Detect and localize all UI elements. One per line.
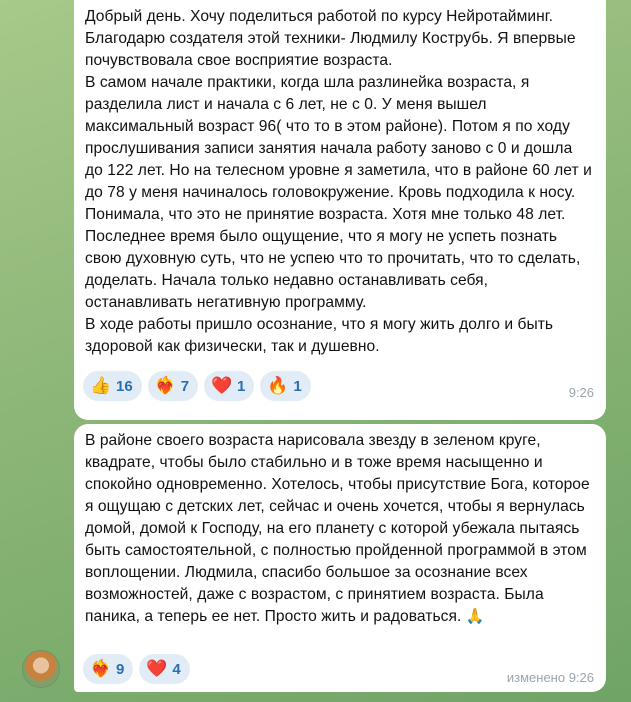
red-heart-icon: ❤️ [146, 659, 168, 678]
message-text-body: В районе своего возраста нарисовала звезду в зеленом круге, квадрате, чтобы было стабильно и в тоже время насыщенно и спокойно одновременно. Хотелось, чтобы присутствие Бога, которое я ощущаю с детских лет, сейчас и очень хочется, чтобы я вернулась домой, домой к Господу, на его планету с которой убежала пытаясь быть самостоятельной, с полностью пройденной программой в этом воплощении. Людмила, спасибо большое за осознание всех возможностей, даже с возрастом, с принятием возраста. Была паника, а теперь ее нет. Просто жить и радоваться. [85, 432, 595, 625]
message-bubble[interactable] [74, 424, 606, 692]
avatar[interactable] [22, 650, 60, 688]
reaction-count: 4 [172, 660, 181, 678]
reaction-heart-on-fire[interactable] [148, 371, 198, 401]
heart-on-fire-icon: ❤️‍🔥 [154, 376, 176, 395]
reaction-red-heart[interactable] [139, 654, 189, 684]
reactions-bar [83, 654, 190, 684]
reaction-count: 1 [237, 377, 246, 395]
praying-hands-icon: 🙏 [465, 608, 485, 625]
message-time: 9:26 [568, 385, 594, 400]
message-time-edited: изменено 9:26 [506, 670, 594, 685]
reaction-red-heart[interactable] [204, 371, 254, 401]
reaction-count: 16 [116, 377, 133, 395]
reaction-heart-on-fire[interactable] [83, 654, 133, 684]
reactions-bar [83, 371, 311, 401]
red-heart-icon: ❤️ [211, 376, 233, 395]
reaction-count: 7 [180, 377, 190, 395]
message-text [85, 430, 594, 628]
reaction-count: 9 [116, 660, 125, 678]
thumbs-up-icon: 👍 [90, 376, 112, 395]
reaction-thumbs-up[interactable] [83, 371, 142, 401]
message-bubble[interactable] [74, 0, 606, 420]
heart-on-fire-icon: ❤️‍🔥 [90, 659, 112, 678]
reaction-fire[interactable] [260, 371, 310, 401]
fire-icon: 🔥 [267, 376, 289, 395]
message-text: Добрый день. Хочу поделиться работой по курсу Нейротайминг. Благодарю создателя этой техники- Людмилу Кострубь. Я впервые почувствовала свое восприятие возраста. В самом начале практики, когда шла разлинейка возраста, я разделила лист и начала с 6 лет, не с 0. У меня вышел максимальный возраст 96( что то в этом районе). Потом я по ходу прослушивания записи занятия начала работу заново с 0 и дошла до 122 лет. Но на телесном уровне я заметила, что в районе 60 лет и до 78 у меня начиналось головокружение. Кровь подходила к носу. Понимала, что это не принятие возраста. Хотя мне только 48 лет. Последнее время было ощущение, что я могу не успеть познать свою духовную суть, что не успею что то прочитать, что то сделать, доделать. Начала только недавно останавливать себя, останавливать негативную программу. В ходе работы пришло осознание, что я могу жить долго и быть здоровой как физически, так и душевно. [85, 8, 592, 355]
reaction-count: 1 [293, 377, 302, 395]
